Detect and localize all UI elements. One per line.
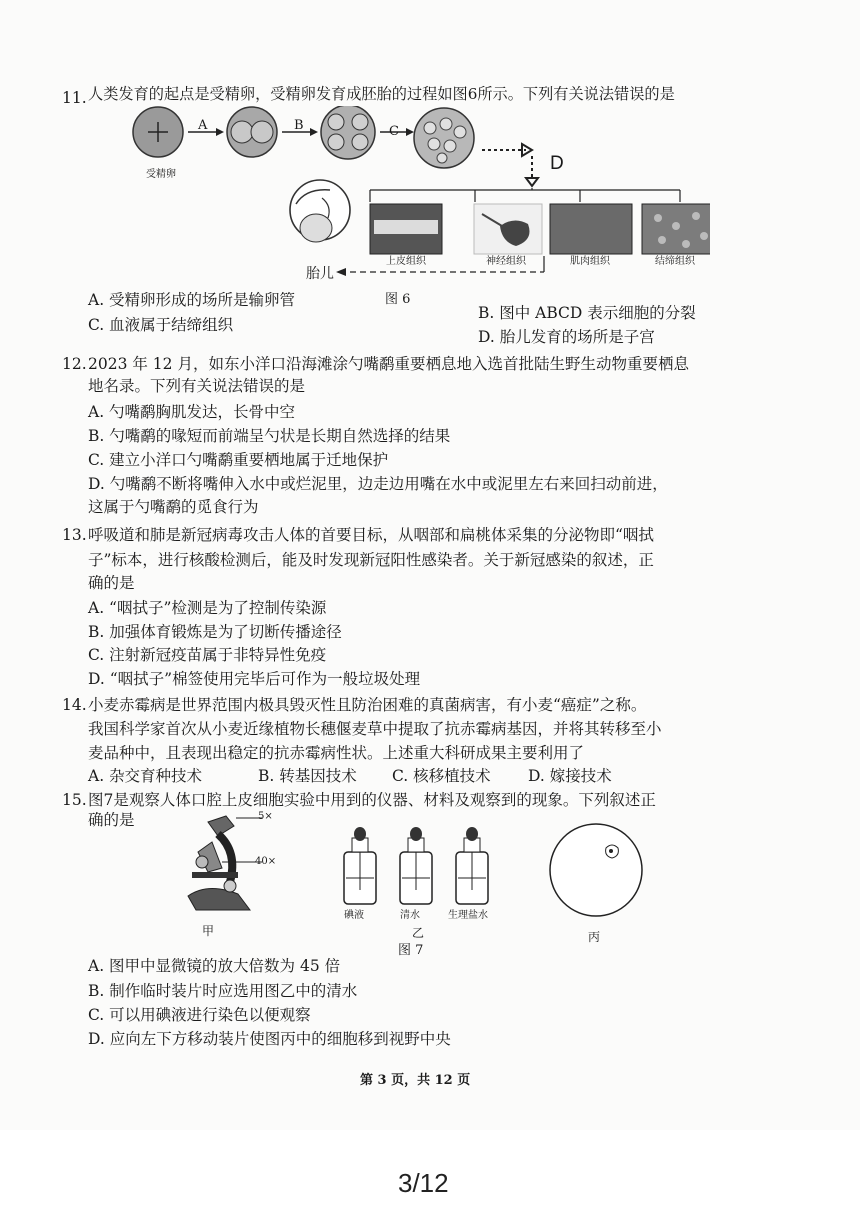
eyepiece-label: 5× [258, 811, 273, 822]
q13-option-b: B. 加强体育锻炼是为了切断传播途径 [88, 623, 342, 641]
q12-number: 12. [62, 355, 87, 373]
q14-number: 14. [62, 696, 87, 714]
q13-stem-line2: 子”标本，进行核酸检测后，能及时发现新冠阳性感染者。关于新冠感染的叙述，正 [88, 551, 654, 569]
q12-option-d-line1: D. 勺嘴鹬不断将嘴伸入水中或烂泥里，边走边用嘴在水中或泥里左右来回扫动前进， [88, 475, 668, 493]
q12-option-b: B. 勺嘴鹬的喙短而前端呈勺状是长期自然选择的结果 [88, 427, 451, 445]
q15-option-c: C. 可以用碘液进行染色以便观察 [88, 1006, 311, 1024]
q14-stem-line3: 麦品种中，且表现出稳定的抗赤霉病性状。上述重大科研成果主要利用了 [88, 744, 585, 762]
q15-option-d: D. 应向左下方移动装片使图丙中的细胞移到视野中央 [88, 1030, 451, 1048]
multicell-stage [414, 108, 474, 168]
label-a: A [198, 118, 208, 133]
q11-option-d: D. 胎儿发育的场所是子宫 [478, 328, 655, 346]
bing-label: 丙 [588, 930, 601, 944]
yi-label: 乙 [412, 926, 425, 940]
q15-option-a: A. 图甲中显微镜的放大倍数为 45 倍 [88, 957, 341, 975]
q14-option-c: C. 核移植技术 [392, 767, 491, 785]
objective-label: 40× [255, 856, 277, 867]
figure-7-bottles [334, 826, 504, 910]
q14-option-b: B. 转基因技术 [258, 767, 357, 785]
q15-stem-line2: 确的是 [88, 811, 135, 829]
q12-option-c: C. 建立小洋口勺嘴鹬重要栖地属于迁地保护 [88, 451, 389, 469]
q14-option-a: A. 杂交育种技术 [88, 767, 203, 785]
q14-stem-line1: 小麦赤霉病是世界范围内极具毁灭性且防治困难的真菌病害，有小麦“癌症”之称。 [88, 696, 647, 714]
q13-option-a: A. “咽拭子”检测是为了控制传染源 [88, 599, 327, 617]
water-bottle [400, 827, 432, 904]
q15-number: 15. [62, 791, 87, 809]
q11-option-c: C. 血液属于结缔组织 [88, 316, 234, 334]
saline-label: 生理盐水 [448, 910, 488, 921]
q13-option-d: D. “咽拭子”棉签使用完毕后可作为一般垃圾处理 [88, 670, 421, 688]
fetus-drawing [290, 180, 350, 242]
label-c: C [389, 124, 399, 139]
q11-number: 11. [62, 89, 87, 107]
page-footer: 第 3 页，共 12 页 [360, 1073, 471, 1088]
q13-option-c: C. 注射新冠疫苗属于非特异性免疫 [88, 646, 327, 664]
q11-option-b: B. 图中 ABCD 表示细胞的分裂 [478, 304, 696, 322]
q13-stem-line1: 呼吸道和肺是新冠病毒攻击人体的首要目标，从咽部和扁桃体采集的分泌物即“咽拭 [88, 526, 654, 544]
q14-option-d: D. 嫁接技术 [528, 767, 612, 785]
q12-option-a: A. 勺嘴鹬胸肌发达，长骨中空 [88, 403, 296, 421]
q14-stem-line2: 我国科学家首次从小麦近缘植物长穗偃麦草中提取了抗赤霉病基因，并将其转移至小 [88, 720, 662, 738]
zygote-label: 受精卵 [146, 169, 176, 180]
q11-stem: 人类发育的起点是受精卵，受精卵发育成胚胎的过程如图6所示。下列有关说法错误的是 [88, 85, 675, 103]
q11-option-a: A. 受精卵形成的场所是输卵管 [88, 291, 296, 309]
figure-6 [130, 106, 710, 306]
zygote-cell [133, 107, 183, 157]
iodine-label: 碘液 [344, 910, 364, 921]
q15-stem-line1: 图7是观察人体口腔上皮细胞实验中用到的仪器、材料及观察到的现象。下列叙述正 [88, 791, 656, 809]
q13-stem-line3: 确的是 [88, 574, 135, 592]
figure-6-caption: 图 6 [385, 292, 411, 307]
tissue-muscle [550, 204, 632, 254]
q15-option-b: B. 制作临时装片时应选用图乙中的清水 [88, 982, 358, 1000]
tissue-label-epithelial: 上皮组织 [386, 256, 426, 267]
figure-7-microscope [178, 812, 270, 922]
figure-7-caption: 图 7 [398, 943, 424, 958]
page-indicator: 3/12 [398, 1168, 449, 1198]
two-cell-stage [227, 107, 277, 157]
figure-7-view-field [548, 818, 648, 924]
water-label: 清水 [400, 910, 420, 921]
four-cell-stage [321, 106, 375, 159]
tissue-label-muscle: 肌肉组织 [570, 256, 610, 267]
tissue-label-nerve: 神经组织 [486, 256, 526, 267]
saline-bottle [456, 827, 488, 904]
fetus-label: 胎儿 [306, 266, 334, 282]
jia-label: 甲 [202, 924, 215, 938]
label-b: B [294, 118, 304, 133]
tissue-label-connective: 结缔组织 [655, 256, 695, 267]
label-d: D [550, 153, 564, 174]
q12-stem-line2: 地名录。下列有关说法错误的是 [88, 377, 306, 395]
q13-number: 13. [62, 526, 87, 544]
q12-stem-line1: 2023 年 12 月，如东小洋口沿海滩涂勺嘴鹬重要栖息地入选首批陆生野生动物重要栖息 [88, 355, 689, 373]
q12-option-d-line2: 这属于勺嘴鹬的觅食行为 [88, 498, 259, 516]
iodine-bottle [344, 827, 376, 904]
